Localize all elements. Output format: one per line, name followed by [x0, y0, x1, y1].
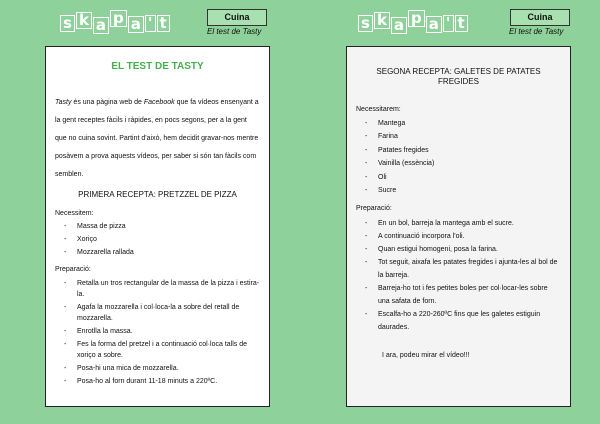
list-item: - Tot seguit, aixafa les patates fregides i ajunta-les al bol de la barreja.: [365, 256, 561, 282]
list-item: - Retalla un tros rectangular de la massa de la pizza i estira-la.: [64, 278, 260, 300]
logo-letter: k: [76, 12, 92, 29]
section-subtitle: El test de Tasty: [207, 27, 262, 36]
steps-list: [55, 278, 260, 387]
intro-text-1: és una pàgina web de: [71, 98, 144, 106]
intro-paragraph: [55, 94, 260, 184]
section-subtitle: El test de Tasty: [509, 27, 564, 36]
list-item: - Posa-ho al forn durant 11-18 minuts a 220ºC.: [64, 376, 260, 387]
list-item: - Enrotlla la massa.: [64, 326, 260, 337]
skapat-logo: [358, 10, 468, 32]
list-item: - Xoriço: [64, 234, 260, 245]
logo-letter: t: [455, 15, 468, 32]
logo-letter: k: [374, 12, 390, 29]
preparation-label: Preparació:: [55, 266, 91, 274]
logo-letter: p: [408, 10, 425, 27]
intro-em-tasty: Tasty: [55, 98, 72, 106]
logo-letter: s: [358, 15, 373, 32]
content-card: [45, 46, 270, 407]
list-item: - Massa de pizza: [64, 221, 260, 232]
logo-letter: a: [391, 17, 407, 34]
content-card: [346, 46, 571, 407]
list-item: - Fes la forma del pretzel i a continuació col·loca talls de xoriço a sobre.: [64, 339, 260, 361]
list-item: - Sucre: [365, 185, 561, 197]
intro-em-facebook: Facebook: [143, 98, 175, 106]
section-tag: Cuina: [207, 9, 267, 26]
recipe-title: PRIMERA RECEPTA: PRETZZEL DE PIZZA: [78, 189, 237, 199]
list-item: - Vainilla (essència): [365, 158, 561, 170]
ingredients-label: Necessitem:: [55, 209, 94, 217]
logo-letter: a: [426, 16, 442, 33]
logo-letter: ': [443, 15, 454, 32]
article-title: EL TEST DE TASTY: [111, 61, 204, 72]
logo-letter: t: [157, 15, 170, 32]
list-item: - Farina: [365, 131, 561, 143]
right-page: [300, 0, 600, 424]
logo-letter: s: [60, 15, 75, 32]
list-item: - Mantega: [365, 118, 561, 130]
list-item: - Oli: [365, 172, 561, 184]
section-tag: Cuina: [510, 9, 570, 26]
logo-letter: ': [145, 15, 156, 32]
list-item: - A continuació incorpora l'oli.: [365, 230, 561, 243]
list-item: - Mozzarella rallada: [64, 247, 260, 258]
closing-text: I ara, podeu mirar el vídeo!!!: [382, 351, 470, 359]
preparation-label: Preparació:: [356, 204, 392, 212]
ingredients-list: [55, 221, 260, 258]
list-item: - Escalfa-ho a 220-260ºC fins que les galetes estiguin daurades.: [365, 308, 561, 334]
list-item: - Patates fregides: [365, 145, 561, 157]
ingredients-label: Necessitarem:: [356, 106, 401, 113]
list-item: - Posa-hi una mica de mozzarella.: [64, 363, 260, 374]
skapat-logo: [60, 10, 170, 32]
list-item: - Barreja-ho tot i fes petites boles per col·locar-les sobre una safata de forn.: [365, 282, 561, 308]
list-item: - Quan estigui homogeni, posa la farina.: [365, 243, 561, 256]
list-item: - Agafa la mozzarella i col·loca-la a sobre del retall de mozzarella.: [64, 302, 260, 324]
recipe-title: SEGONA RECEPTA: GALETES DE PATATES FREGIDES: [376, 67, 541, 86]
steps-list: [356, 217, 561, 334]
logo-letter: p: [110, 10, 127, 27]
logo-letter: a: [128, 16, 144, 33]
list-item: - En un bol, barreja la mantega amb el sucre.: [365, 217, 561, 230]
intro-text-2: que fa vídeos ensenyant a la gent receptes fàcils i ràpides, en pocs segons, per a la gent que no cuina sovint. Partint d'això, hem decidit gravar-nos mentre posàvem a prova aquests vídeos, per saber si són tan fàcils com semblen.: [55, 98, 259, 178]
logo-letter: a: [93, 17, 109, 34]
ingredients-list: [356, 118, 561, 197]
